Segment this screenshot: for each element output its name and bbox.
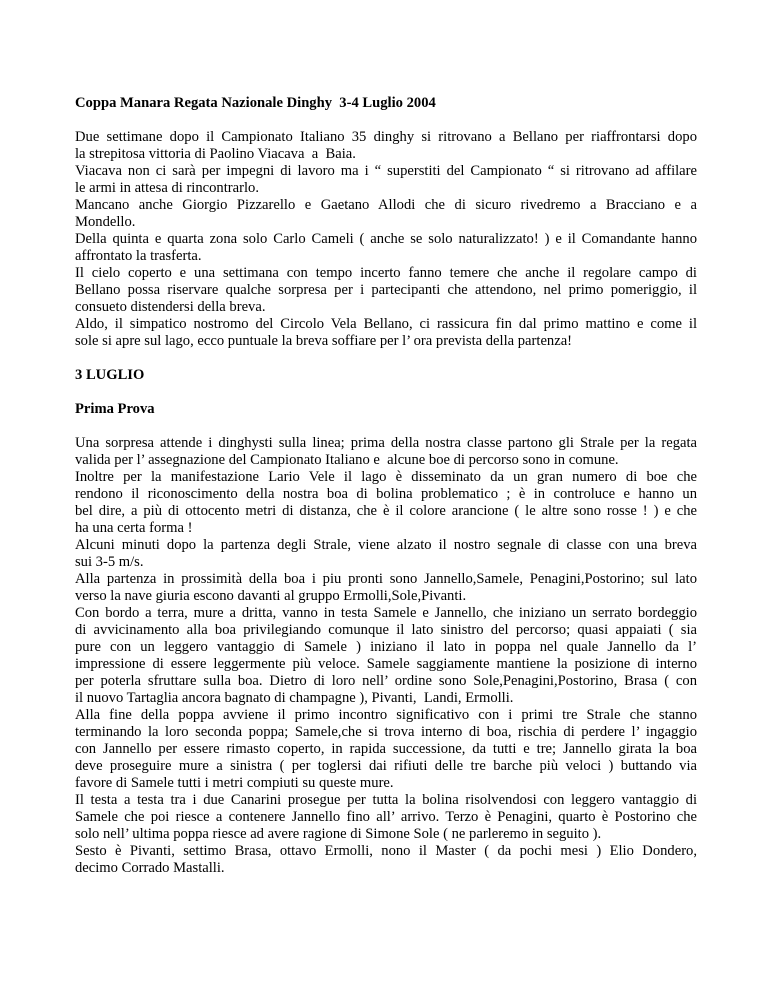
text-line: Il testa a testa tra i due Canarini prosegue per tutta la bolina risolvendosi con leggero vantaggio di xyxy=(75,792,697,808)
text-line: Due settimane dopo il Campionato Italiano 35 dinghy si ritrovano a Bellano per riaffrontarsi dopo xyxy=(75,129,697,145)
intro-paragraph xyxy=(75,129,697,350)
text-line: terminando la loro seconda poppa; Samele,che si trova interno di boa, rischia di perdere l’ ingaggio xyxy=(75,724,697,740)
document-title: Coppa Manara Regata Nazionale Dinghy 3-4 Luglio 2004 xyxy=(75,95,436,111)
text-line: le armi in attesa di rincontrarlo. xyxy=(75,180,259,196)
race-heading: Prima Prova xyxy=(75,401,155,417)
text-line: impressione di essere leggermente più veloce. Samele saggiamente mantiene la posizione di interno xyxy=(75,656,697,672)
text-line: la strepitosa vittoria di Paolino Viacava a Baia. xyxy=(75,146,356,162)
text-line: Della quinta e quarta zona solo Carlo Cameli ( anche se solo naturalizzato! ) e il Comandante hanno xyxy=(75,231,697,247)
text-line: consueto distendersi della breva. xyxy=(75,299,266,315)
text-line: deve proseguire mure a sinistra ( per toglersi dai rifiuti delle tre barche più veloci ) buttando via xyxy=(75,758,697,774)
text-line: il nuovo Tartaglia ancora bagnato di champagne ), Pivanti, Landi, Ermolli. xyxy=(75,690,514,706)
text-line: sui 3-5 m/s. xyxy=(75,554,144,570)
document-page xyxy=(75,95,697,894)
text-line: per poterla sfruttare sulla boa. Dietro di loro nell’ ordine sono Sole,Penagini,Postorino, Brasa ( con xyxy=(75,673,697,689)
text-line: Con bordo a terra, mure a dritta, vanno in testa Samele e Jannello, che iniziano un serrato bordeggio xyxy=(75,605,697,621)
text-line: decimo Corrado Mastalli. xyxy=(75,860,225,876)
text-line: Aldo, il simpatico nostromo del Circolo Vela Bellano, ci rassicura fin dal primo mattino e come il xyxy=(75,316,697,332)
race-paragraph xyxy=(75,435,697,877)
text-line: Sesto è Pivanti, settimo Brasa, ottavo Ermolli, nono il Master ( da pochi mesi ) Elio Dondero, xyxy=(75,843,697,859)
text-line: Mancano anche Giorgio Pizzarello e Gaetano Allodi che di sicuro rivedremo a Bracciano e a xyxy=(75,197,697,213)
text-line: valida per l’ assegnazione del Campionato Italiano e alcune boe di percorso sono in comune. xyxy=(75,452,619,468)
text-line: ha una certa forma ! xyxy=(75,520,193,536)
text-line: di avvicinamento alla boa privilegiando comunque il lato sinistro del percorso; quasi appaiati ( sia xyxy=(75,622,697,638)
text-line: Bellano possa riservare qualche sorpresa per i partecipanti che attendono, nel primo pomeriggio, il xyxy=(75,282,697,298)
text-line: Samele che poi riesce a contenere Jannello fino all’ arrivo. Terzo è Penagini, quarto è Postorino che xyxy=(75,809,697,825)
text-line: pure con un leggero vantaggio di Samele ) iniziano il lato in poppa nel quale Jannello da l’ xyxy=(75,639,697,655)
text-line: Inoltre per la manifestazione Lario Vele il lago è disseminato da un gran numero di boe che xyxy=(75,469,697,485)
text-line: rendono il riconoscimento della nostra boa di bolina problematico ; è in controluce e hanno un xyxy=(75,486,697,502)
text-line: verso la nave giuria escono davanti al gruppo Ermolli,Sole,Pivanti. xyxy=(75,588,467,604)
text-line: Mondello. xyxy=(75,214,136,230)
text-line: con Jannello per essere rimasto coperto, in rapida successione, da tutti e tre; Jannello girata la boa xyxy=(75,741,697,757)
text-line: Il cielo coperto e una settimana con tempo incerto fanno temere che anche il regolare campo di xyxy=(75,265,697,281)
text-line: Viacava non ci sarà per impegni di lavoro ma i “ superstiti del Campionato “ si ritrovano ad affilare xyxy=(75,163,697,179)
text-line: favore di Samele tutti i metri compiuti su queste mure. xyxy=(75,775,394,791)
text-line: Alla fine della poppa avviene il primo incontro significativo con i primi tre Strale che stanno xyxy=(75,707,697,723)
text-line: Una sorpresa attende i dinghysti sulla linea; prima della nostra classe partono gli Strale per la regata xyxy=(75,435,697,451)
day-heading: 3 LUGLIO xyxy=(75,367,145,383)
text-line: sole si apre sul lago, ecco puntuale la breva soffiare per l’ ora prevista della partenza! xyxy=(75,333,573,349)
text-line: Alcuni minuti dopo la partenza degli Strale, viene alzato il nostro segnale di classe con una breva xyxy=(75,537,697,553)
text-line: Alla partenza in prossimità della boa i piu pronti sono Jannello,Samele, Penagini,Postorino; sul lato xyxy=(75,571,697,587)
text-line: solo nell’ ultima poppa riesce ad avere ragione di Simone Sole ( ne parleremo in seguito ). xyxy=(75,826,602,842)
text-line: affrontato la trasferta. xyxy=(75,248,202,264)
text-line: bel dire, a più di ottocento metri di distanza, che è il colore arancione ( le altre sono rosse ! ) e che xyxy=(75,503,697,519)
